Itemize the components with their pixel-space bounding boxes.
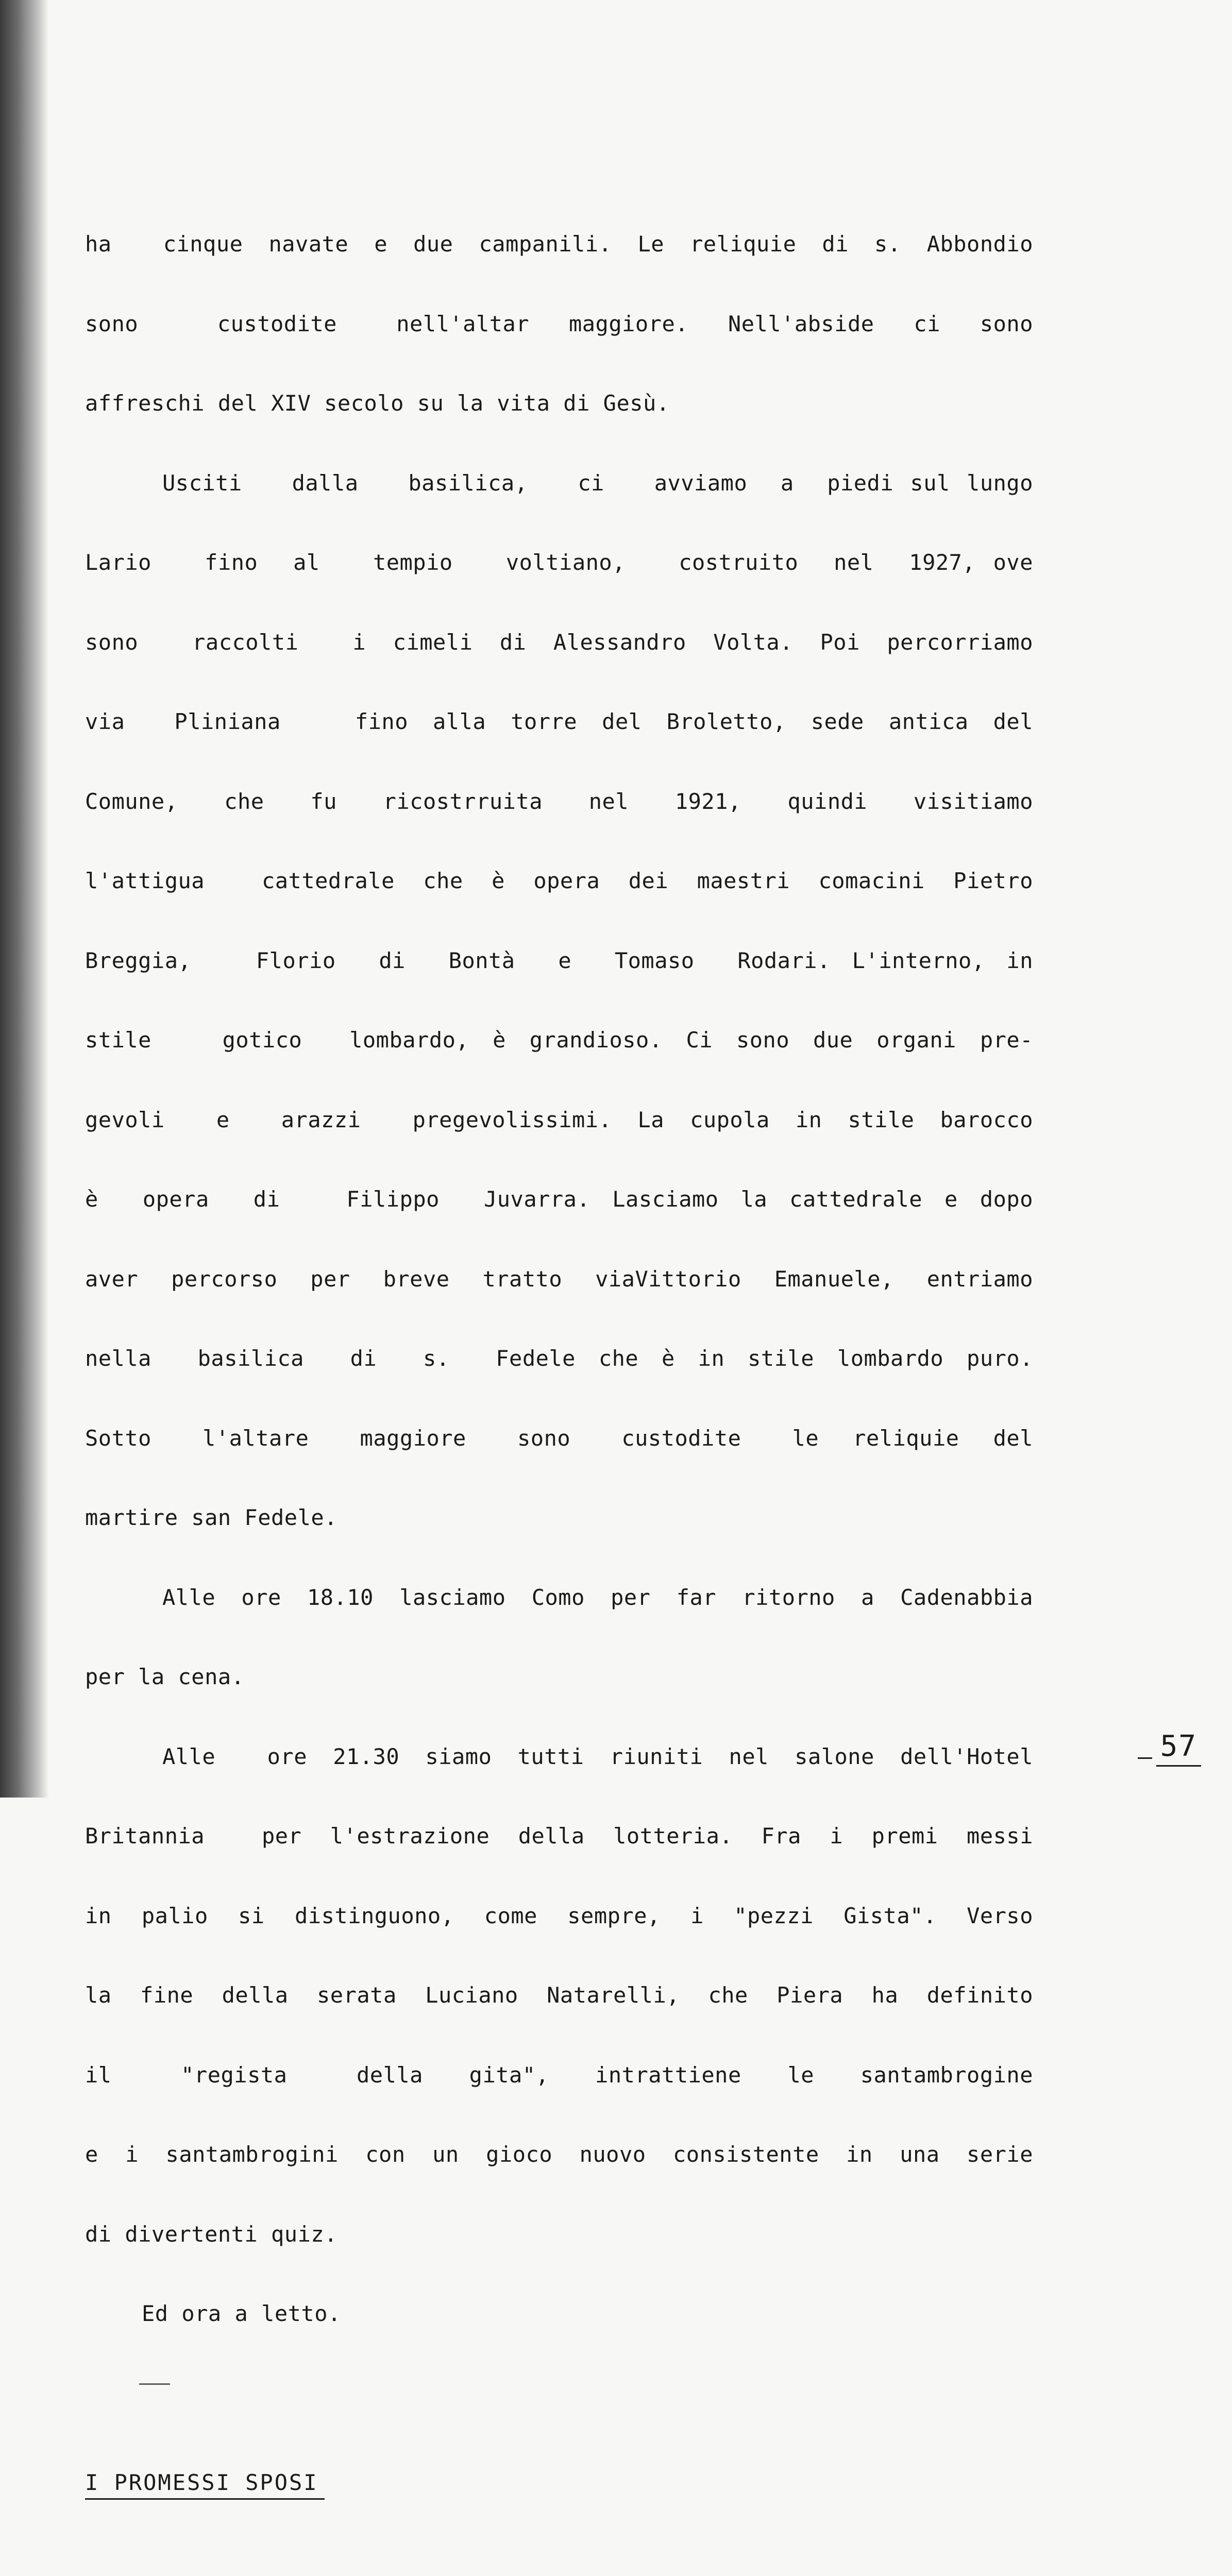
- text-line: sono raccolti i cimeli di Alessandro Volta. Poi percorriamo: [85, 629, 1033, 656]
- text-line: aver percorso per breve tratto viaVittorio Emanuele, entriamo: [85, 1266, 1033, 1293]
- section-promessi-sposi-text: [85, 2550, 1033, 2576]
- text-line: Usciti dalla basilica, ci avviamo a piedi sul lungo: [85, 470, 1033, 497]
- text-line: la fine della serata Luciano Natarelli, che Piera ha definito: [85, 1982, 1033, 2009]
- text-line: sono custodite nell'altar maggiore. Nell'abside ci sono: [85, 311, 1033, 337]
- section-heading: I PROMESSI SPOSI: [85, 2470, 325, 2500]
- text-line: Lario fino al tempio voltiano, costruito nel 1927, ove: [85, 549, 1033, 576]
- section-como-text: [85, 178, 1033, 2438]
- text-line: affreschi del XIV secolo su la vita di Gesù.: [85, 390, 1033, 417]
- text-line: martire san Fedele.: [85, 1504, 1033, 1531]
- separator-mark: [139, 2383, 170, 2385]
- text-line: Alle ore 18.10 lasciamo Como per far ritorno a Cadenabbia: [85, 1584, 1033, 1611]
- text-line: Ed ora a letto.: [85, 2300, 1033, 2327]
- text-line: stile gotico lombardo, è grandioso. Ci sono due organi pre-: [85, 1027, 1033, 1054]
- text-line: gevoli e arazzi pregevolissimi. La cupola in stile barocco: [85, 1107, 1033, 1133]
- text-line: Comune, che fu ricostrruita nel 1921, quindi visitiamo: [85, 788, 1033, 815]
- text-line: Alle ore 21.30 siamo tutti riuniti nel salone dell'Hotel: [85, 1743, 1033, 1770]
- document-page: [85, 178, 1033, 2576]
- page-number: 57: [1156, 1730, 1201, 1767]
- text-line: l'attigua cattedrale che è opera dei maestri comacini Pietro: [85, 868, 1033, 894]
- text-line: ha cinque navate e due campanili. Le reliquie di s. Abbondio: [85, 231, 1033, 258]
- section-heading-block: [85, 2470, 1033, 2500]
- text-line: Sotto l'altare maggiore sono custodite le reliquie del: [85, 1425, 1033, 1452]
- text-line: in palio si distinguono, come sempre, i "pezzi Gista". Verso: [85, 1903, 1033, 1929]
- text-line: il "regista della gita", intrattiene le santambrogine: [85, 2062, 1033, 2089]
- text-line: di divertenti quiz.: [85, 2221, 1033, 2248]
- text-line: Breggia, Florio di Bontà e Tomaso Rodari. L'interno, in: [85, 947, 1033, 974]
- text-line: nella basilica di s. Fedele che è in stile lombardo puro.: [85, 1345, 1033, 1372]
- text-line: Britannia per l'estrazione della lotteria. Fra i premi messi: [85, 1823, 1033, 1850]
- text-line: via Pliniana fino alla torre del Broletto, sede antica del: [85, 708, 1033, 735]
- text-line: per la cena.: [85, 1664, 1033, 1690]
- text-line: e i santambrogini con un gioco nuovo consistente in una serie: [85, 2141, 1033, 2168]
- binding-shadow: [0, 0, 49, 1798]
- text-line: è opera di Filippo Juvarra. Lasciamo la cattedrale e dopo: [85, 1186, 1033, 1213]
